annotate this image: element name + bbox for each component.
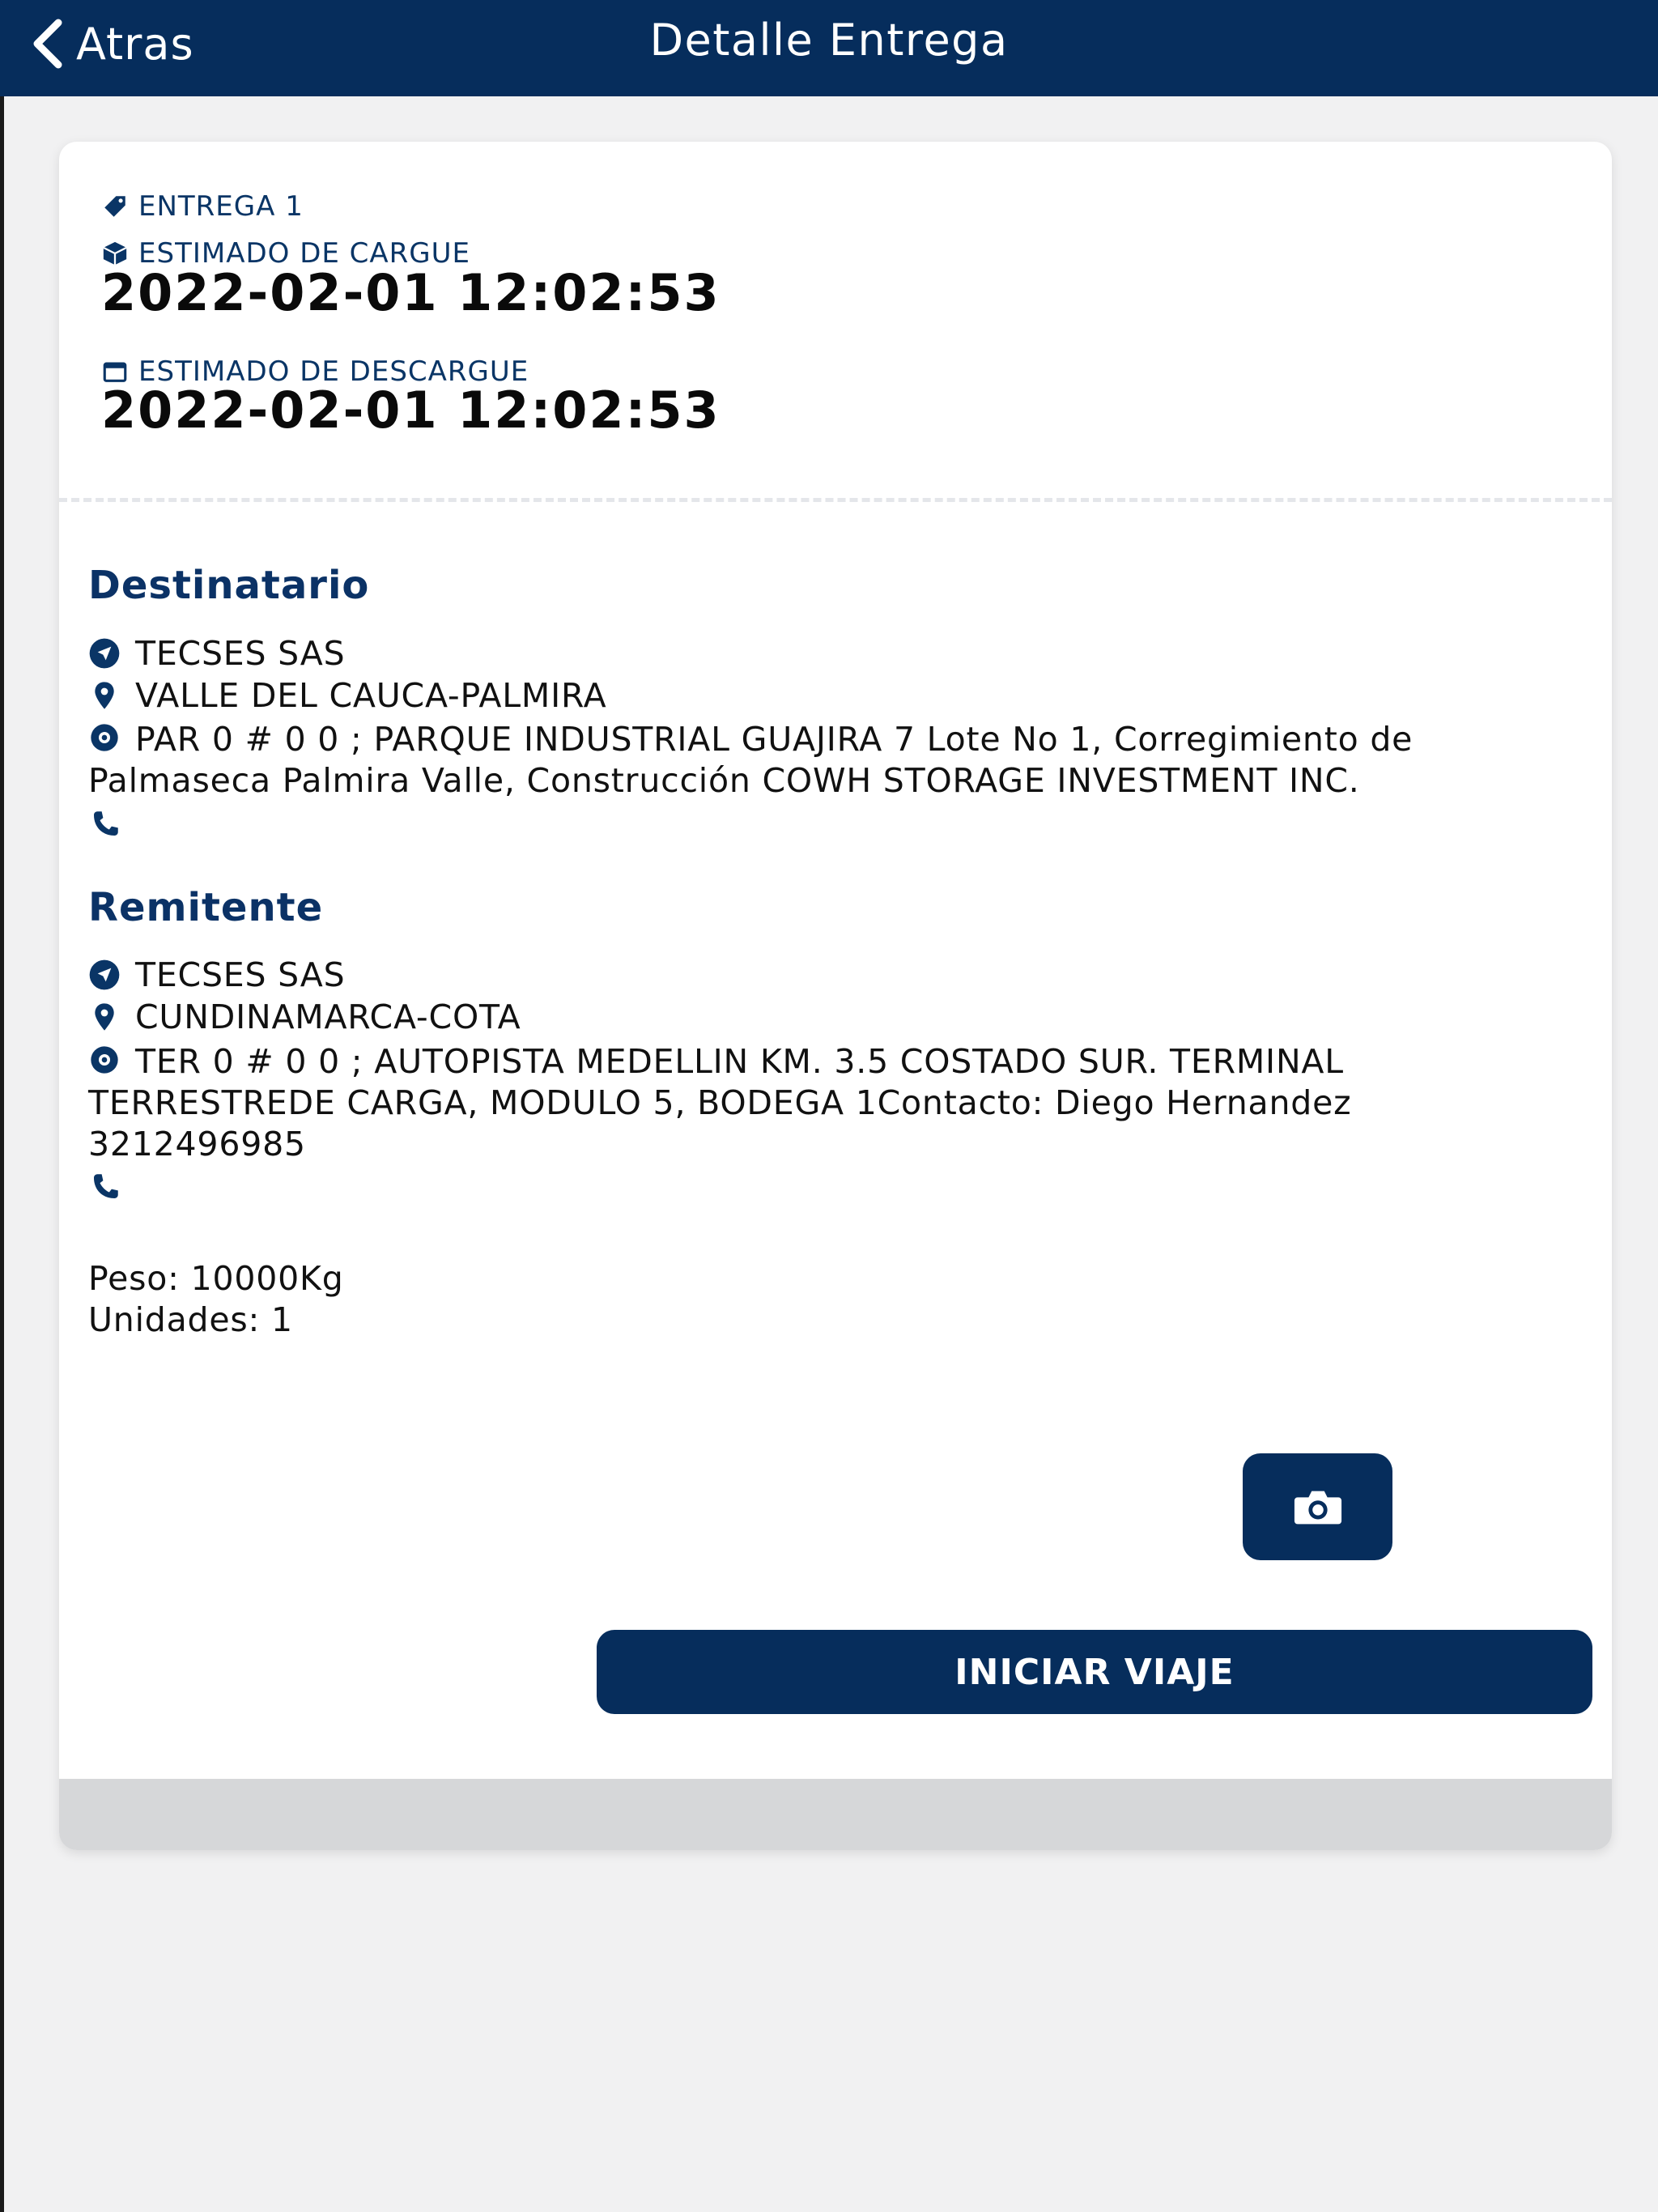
- phone-icon[interactable]: [88, 807, 122, 841]
- peso-text: Peso: 10000Kg: [88, 1259, 344, 1298]
- remitente-title: Remitente: [88, 885, 324, 930]
- camera-button[interactable]: [1243, 1453, 1392, 1560]
- remitente-location: [88, 998, 521, 1036]
- card-footer: [59, 1779, 1612, 1850]
- entrega-text: ENTREGA 1: [138, 190, 304, 223]
- destinatario-title: Destinatario: [88, 563, 370, 608]
- camera-icon: [1293, 1486, 1343, 1528]
- destinatario-address: [88, 719, 1529, 802]
- window-edge: [0, 0, 4, 2212]
- destinatario-company: [88, 634, 345, 673]
- destinatario-company-text: TECSES SAS: [135, 634, 346, 673]
- tag-icon: [101, 193, 129, 220]
- map-pin-icon: [88, 1001, 121, 1033]
- delivery-card: [59, 142, 1612, 1850]
- unidades-text: Unidades: 1: [88, 1300, 293, 1339]
- navigation-icon: [88, 959, 121, 991]
- remitente-company: [88, 955, 345, 994]
- phone-icon[interactable]: [88, 1170, 122, 1204]
- page-title: Detalle Entrega: [649, 15, 1009, 66]
- destinatario-location: [88, 676, 606, 715]
- map-pin-icon: [88, 679, 121, 712]
- entrega-label: [101, 190, 304, 223]
- remitente-location-text: CUNDINAMARCA-COTA: [135, 998, 521, 1036]
- descargue-date: 2022-02-01 12:02:53: [101, 381, 721, 440]
- cargue-text: ESTIMADO DE CARGUE: [138, 237, 471, 270]
- section-divider: [59, 498, 1612, 502]
- address-gear-icon: [88, 721, 121, 754]
- back-label: Atras: [76, 18, 194, 70]
- top-navbar: [0, 0, 1658, 96]
- address-gear-icon: [88, 1044, 121, 1076]
- navigation-icon: [88, 637, 121, 670]
- destinatario-address-text: PAR 0 # 0 0 ; PARQUE INDUSTRIAL GUAJIRA 7 Lote No 1, Corregimiento de Palmaseca Palmira Valle, Construcción COWH STORAGE INVESTMENT INC.: [88, 720, 1414, 800]
- remitente-address: [88, 1041, 1513, 1165]
- descargue-text: ESTIMADO DE DESCARGUE: [138, 355, 529, 388]
- start-trip-button[interactable]: INICIAR VIAJE: [597, 1630, 1592, 1714]
- destinatario-location-text: VALLE DEL CAUCA-PALMIRA: [135, 676, 607, 715]
- remitente-company-text: TECSES SAS: [135, 955, 346, 994]
- remitente-address-text: TER 0 # 0 0 ; AUTOPISTA MEDELLIN KM. 3.5 COSTADO SUR. TERMINAL TERRESTREDE CARGA, MODULO 5, BODEGA 1Contacto: Diego Hernandez 3212496985: [88, 1042, 1352, 1163]
- cargue-date: 2022-02-01 12:02:53: [101, 263, 721, 322]
